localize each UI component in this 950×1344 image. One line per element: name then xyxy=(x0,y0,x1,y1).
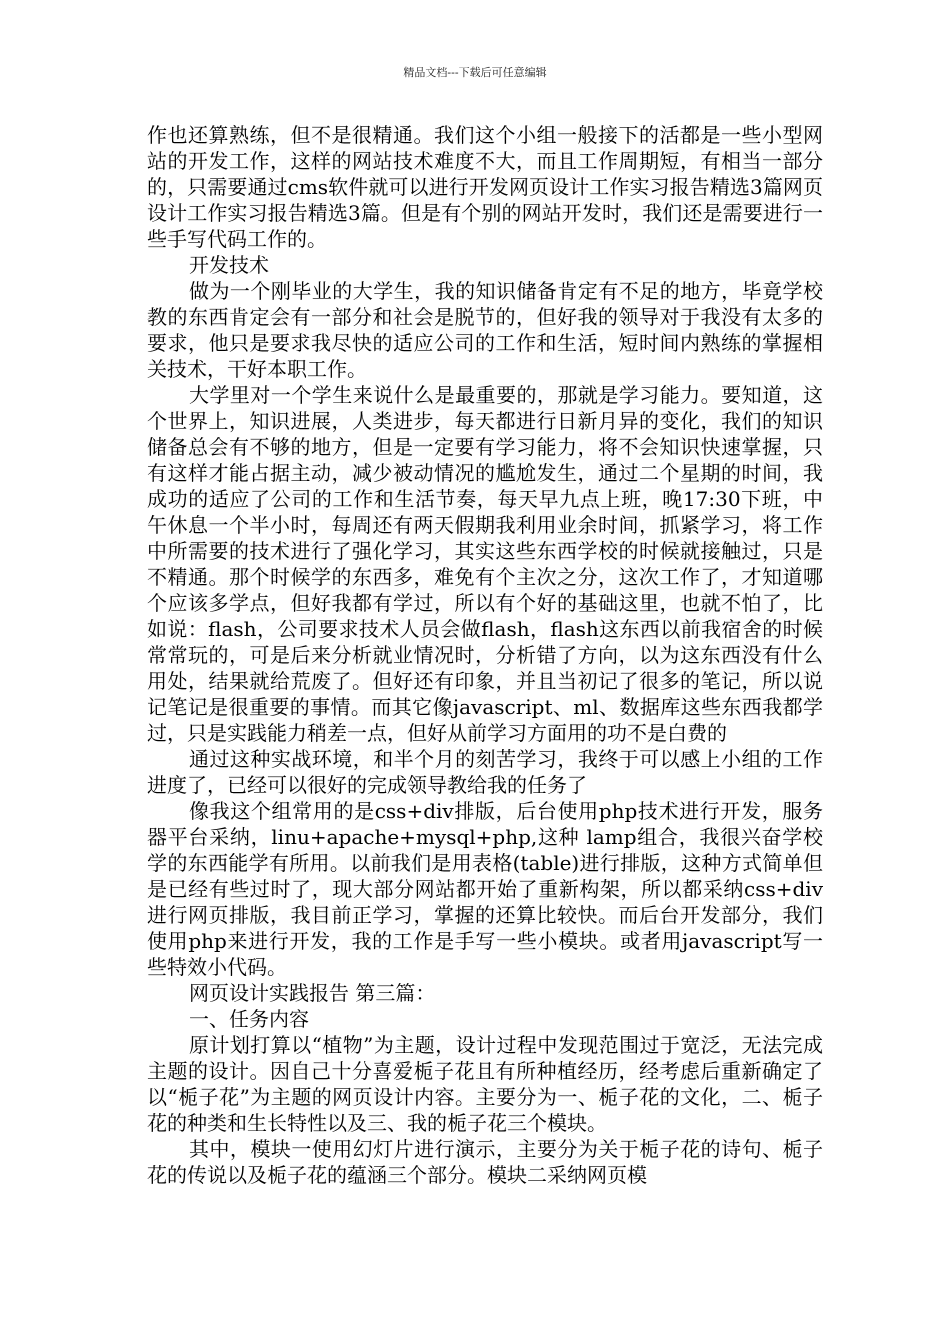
document-body xyxy=(147,122,823,1188)
section-title: 网页设计实践报告 第三篇： xyxy=(189,981,436,1005)
subsection-title: 一、任务内容 xyxy=(189,1007,309,1031)
paragraph: 通过这种实战环境，和半个月的刻苦学习，我终于可以感上小组的工作进度了，已经可以很好的完成领导教给我的任务了 xyxy=(147,747,823,797)
page-header: 精品文档---下载后可任意编辑 xyxy=(403,66,547,79)
paragraph: 大学里对一个学生来说什么是最重要的，那就是学习能力。要知道，这个世界上，知识进展，人类进步，每天都进行日新月异的变化，我们的知识储备总会有不够的地方，但是一定要有学习能力，将不会知识快速掌握，只有这样才能占据主动，减少被动情况的尴尬发生，通过二个星期的时间，我成功的适应了公司的工作和生活节奏，每天早九点上班，晚17:30下班，中午休息一个半小时，每周还有两天假期我利用业余时间，抓紧学习，将工作中所需要的技术进行了强化学习，其实这些东西学校的时候就接触过，只是不精通。那个时候学的东西多，难免有个主次之分，这次工作了，才知道哪个应该多学点，但好我都有学过，所以有个好的基础这里，也就不怕了，比如说：flash，公司要求技术人员会做flash，flash这东西以前我宿舍的时候常常玩的，可是后来分析就业情况时，分析错了方向，以为这东西没有什么用处，结果就给荒废了。但好还有印象，并且当初记了很多的笔记，所以说记笔记是很重要的事情。而其它像javascript、ml、数据库这些东西我都学过，只是实践能力稍差一点，但好从前学习方面用的功不是白费的 xyxy=(147,383,823,745)
paragraph: 像我这个组常用的是css+div排版，后台使用php技术进行开发，服务器平台采纳，linu+apache+mysql+php,这种 lamp组合，我很兴奋学校学的东西能学有所用。以前我们是用表格(table)进行排版，这种方式简单但是已经有些过时了，现大部分网站都开始了重新构架，所以都采纳css+div进行网页排版，我目前正学习，掌握的还算比较快。而后台开发部分，我们使用php来进行开发，我的工作是手写一些小模块。或者用javascript写一些特效小代码。 xyxy=(147,799,823,979)
paragraph: 其中，模块一使用幻灯片进行演示，主要分为关于栀子花的诗句、栀子花的传说以及栀子花的蕴涵三个部分。模块二采纳网页模 xyxy=(147,1137,823,1187)
paragraph: 原计划打算以“植物”为主题，设计过程中发现范围过于宽泛，无法完成主题的设计。因自己十分喜爱栀子花且有所种植经历，经考虑后重新确定了以“栀子花”为主题的网页设计内容。主要分为一、栀子花的文化，二、栀子花的种类和生长特性以及三、我的栀子花三个模块。 xyxy=(147,1033,823,1135)
paragraph-continuation: 作也还算熟练，但不是很精通。我们这个小组一般接下的活都是一些小型网站的开发工作，这样的网站技术难度不大，而且工作周期短，有相当一部分的，只需要通过cms软件就可以进行开发网页设计工作实习报告精选3篇网页设计工作实习报告精选3篇。但是有个别的网站开发时，我们还是需要进行一些手写代码工作的。 xyxy=(147,123,823,251)
heading-dev-tech: 开发技术 xyxy=(189,253,269,277)
paragraph: 做为一个刚毕业的大学生，我的知识储备肯定有不足的地方，毕竟学校教的东西肯定会有一部分和社会是脱节的，但好我的领导对于我没有太多的要求，他只是要求我尽快的适应公司的工作和生活，短时间内熟练的掌握相关技术，干好本职工作。 xyxy=(147,279,823,381)
